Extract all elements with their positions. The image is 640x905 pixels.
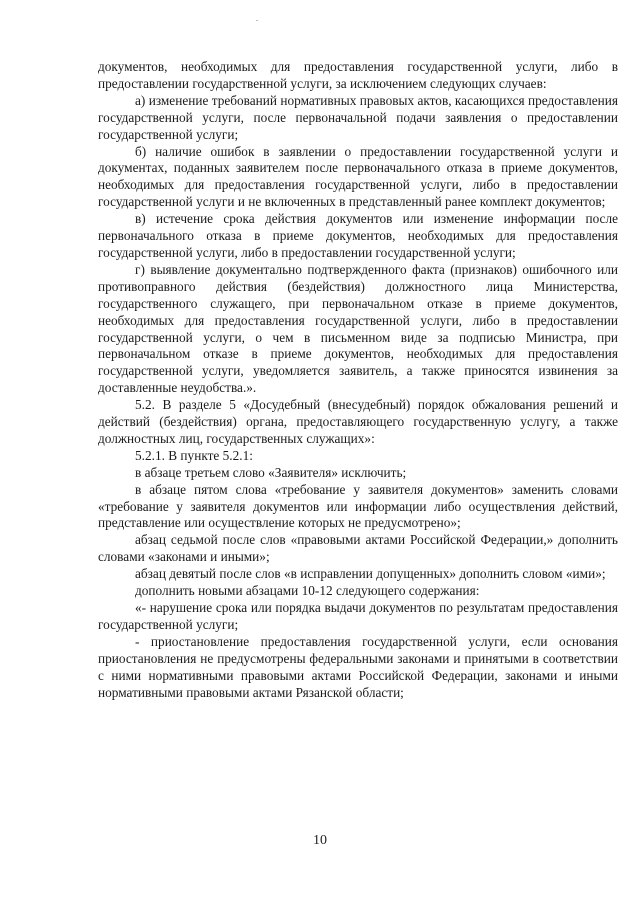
- paragraph-new-10: «- нарушение срока или порядка выдачи документов по результатам предоставления государственной услуги;: [98, 600, 618, 632]
- paragraph-continuation: документов, необходимых для предоставления государственной услуги, либо в предоставлении государственной услуги, за исключением следующих случаев:: [98, 59, 618, 91]
- paragraph-new-11: - приостановление предоставления государственной услуги, если основания приостановления не предусмотрены федеральными законами и принятыми в соответствии с ними нормативными правовыми актами Российской Федерации, законами и иными нормативными правовыми актами Рязанской области;: [98, 633, 618, 700]
- scan-speck: [256, 20, 258, 21]
- document-body: [98, 59, 618, 701]
- paragraph-item-v: в) истечение срока действия документов или изменение информации после первоначального отказа в приеме документов, необходимых для предоставления государственной услуги, либо в предоставлении государственной услуги;: [98, 211, 618, 260]
- page-number: 10: [313, 833, 327, 848]
- paragraph-amend-7: абзац седьмой после слов «правовыми актами Российской Федерации,» дополнить словами «законами и иными»;: [98, 532, 618, 565]
- paragraph-amend-3: в абзаце третьем слово «Заявителя» исключить;: [135, 464, 407, 480]
- paragraph-clause-5-2-1: 5.2.1. В пункте 5.2.1:: [135, 447, 253, 463]
- paragraph-item-b: б) наличие ошибок в заявлении о предоставлении государственной услуги и документах, поданных заявителем после первоначального отказа в приеме документов, необходимых для предоставления государственной услуги, либо в предоставлении государственной услуги и не включенных в представленный ранее комплект документов;: [98, 143, 618, 210]
- paragraph-item-g: г) выявление документально подтвержденного факта (признаков) ошибочного или противоправного действия (бездействия) должностного лица Министерства, государственного служащего, при первоначальном отказе в приеме документов, необходимых для предоставления государственной услуги, либо в предоставлении государственной услуги, о чем в письменном виде за подписью Министра, при первоначальном отказе в приеме документов, необходимых для предоставления государственной услуги, уведомляется заявитель, а также приносятся извинения за доставленные неудобства.».: [98, 261, 618, 396]
- paragraph-add-10-12: дополнить новыми абзацами 10-12 следующего содержания:: [135, 583, 480, 599]
- paragraph-item-a: а) изменение требований нормативных правовых актов, касающихся предоставления государственной услуги, после первоначальной подачи заявления о предоставлении государственной услуги;: [98, 92, 618, 142]
- paragraph-amend-5: в абзаце пятом слова «требование у заявителя документов» заменить словами «требование у заявителя документов или информации либо осуществления действий, представление или осуществление которых не предусмотрено»;: [98, 481, 618, 531]
- paragraph-section-5-2: 5.2. В разделе 5 «Досудебный (внесудебный) порядок обжалования решений и действий (бездействия) органа, предоставляющего государственную услугу, а также должностных лиц, государственных служащих»:: [98, 397, 618, 446]
- paragraph-amend-9: абзац девятый после слов «в исправлении допущенных» дополнить словом «ими»;: [135, 566, 606, 582]
